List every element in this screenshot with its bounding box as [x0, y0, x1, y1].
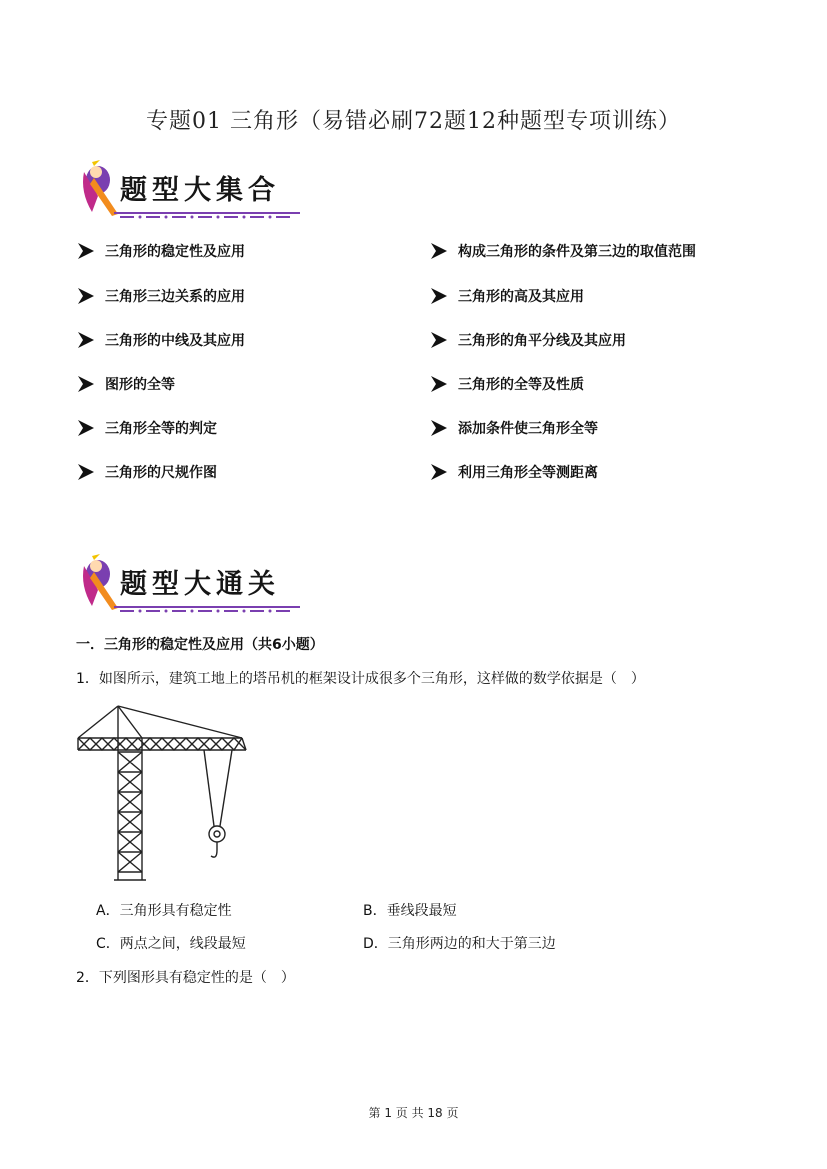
arrow-bullet-icon [429, 331, 449, 349]
arrow-bullet-icon [76, 331, 96, 349]
banner-title: 题型大集合 [120, 175, 280, 206]
topic-item[interactable]: 添加条件使三角形全等 [429, 417, 598, 439]
topic-item[interactable]: 三角形三边关系的应用 [76, 285, 245, 307]
arrow-bullet-icon [76, 287, 96, 305]
arrow-bullet-icon [429, 463, 449, 481]
topic-item[interactable]: 三角形的角平分线及其应用 [429, 329, 626, 351]
arrow-bullet-icon [76, 375, 96, 393]
question-2-text: 2．下列图形具有稳定性的是（ ） [76, 970, 295, 986]
arrow-bullet-icon [429, 287, 449, 305]
arrow-bullet-icon [429, 375, 449, 393]
option-a[interactable]: A．三角形具有稳定性 [96, 903, 232, 919]
option-c[interactable]: C．两点之间，线段最短 [96, 936, 246, 952]
arrow-bullet-icon [76, 463, 96, 481]
question-1-text: 1．如图所示，建筑工地上的塔吊机的框架设计成很多个三角形，这样做的数学依据是（ ） [76, 671, 645, 687]
topic-item[interactable]: 三角形的稳定性及应用 [76, 240, 245, 262]
option-d[interactable]: D．三角形两边的和大于第三边 [363, 936, 556, 952]
section-heading: 一．三角形的稳定性及应用（共6小题） [76, 637, 324, 653]
page-footer: 第 1 页 共 18 页 [368, 1106, 459, 1120]
tower-crane-figure [74, 704, 250, 886]
topic-item[interactable]: 图形的全等 [76, 373, 175, 395]
topic-item[interactable]: 利用三角形全等测距离 [429, 461, 598, 483]
banner-title: 题型大通关 [120, 569, 280, 600]
topic-item[interactable]: 三角形的尺规作图 [76, 461, 217, 483]
section-banner-practice [74, 546, 306, 620]
arrow-bullet-icon [76, 419, 96, 437]
page-title: 专题01 三角形（易错必刷72题12种题型专项训练） [146, 109, 681, 134]
arrow-bullet-icon [429, 242, 449, 260]
section-banner-types [74, 152, 306, 226]
topic-item[interactable]: 三角形的中线及其应用 [76, 329, 245, 351]
topic-item[interactable]: 三角形的全等及性质 [429, 373, 584, 395]
topic-item[interactable]: 三角形全等的判定 [76, 417, 217, 439]
arrow-bullet-icon [429, 419, 449, 437]
option-b[interactable]: B．垂线段最短 [363, 903, 457, 919]
topic-item[interactable]: 三角形的高及其应用 [429, 285, 584, 307]
arrow-bullet-icon [76, 242, 96, 260]
topic-item[interactable]: 构成三角形的条件及第三边的取值范围 [429, 240, 696, 262]
